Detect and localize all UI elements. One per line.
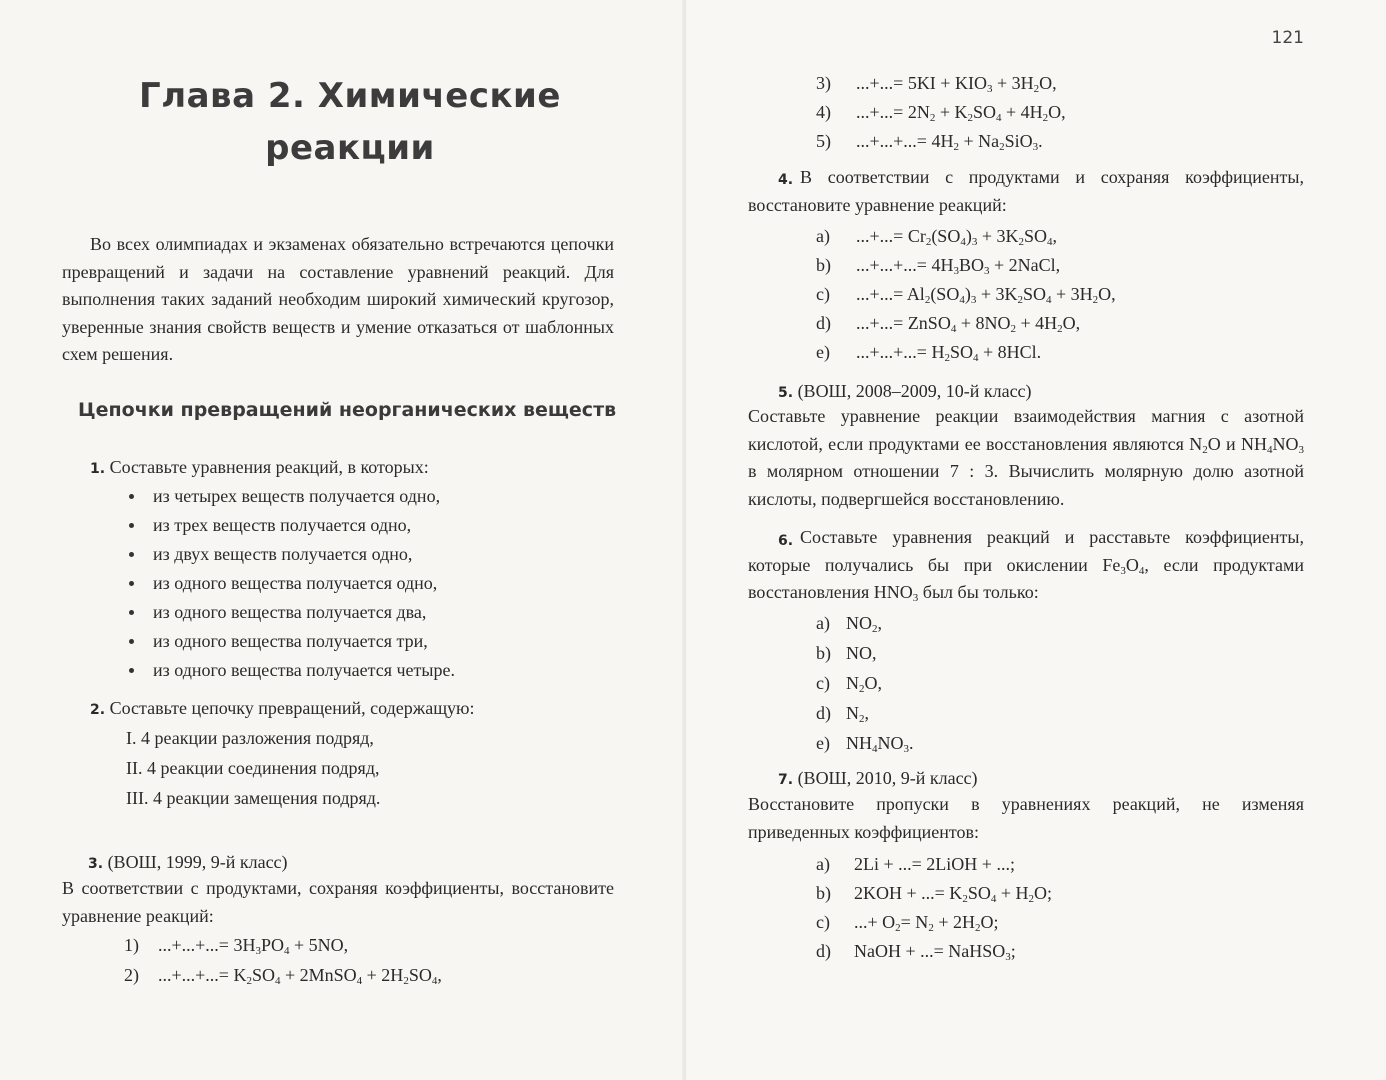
equation-item	[816, 732, 914, 754]
bullet-item: из трех веществ получается одно,	[153, 515, 412, 535]
equation-text: NO,	[846, 643, 877, 663]
bullet-icon	[129, 610, 134, 615]
bullet-icon	[129, 581, 134, 586]
equation-item	[816, 225, 1057, 247]
task-5-source: (ВОШ, 2008–2009, 10-й класс)	[797, 381, 1032, 401]
task-5-header	[778, 380, 1032, 404]
item-label: d)	[816, 313, 831, 333]
bullet-icon	[129, 552, 134, 557]
task-4-number: 4.	[778, 172, 794, 188]
page-number: 121	[1271, 28, 1304, 48]
chapter-title: Глава 2. Химические реакции	[139, 76, 561, 168]
equation-text: $N_2$,	[846, 703, 869, 725]
equation-text: ...+...+...= $4H_3BO_3$ + 2NaCl,	[856, 255, 1061, 277]
item-label: a)	[816, 613, 830, 633]
item-label: a)	[816, 226, 830, 246]
task-4-text: В соответствии с продуктами и сохраняя коэффициенты, восстановите уравнение реакций:	[748, 167, 1304, 215]
task-7-header	[778, 767, 978, 791]
task-1-number: 1.	[90, 461, 106, 477]
equation-text: 2KOH + ...= $K_2SO_4 + H_2O$;	[854, 883, 1052, 905]
equation-item	[816, 882, 1052, 904]
equation-item	[816, 283, 1116, 305]
equation-text: ...+...= $Cr_2(SO_4)_3 + 3K_2SO_4$,	[856, 226, 1057, 248]
task-3-number: 3.	[88, 856, 104, 872]
equation-text: NaOH + ...= NaHSO$_3$;	[854, 941, 1016, 963]
task-5-number: 5.	[778, 385, 794, 401]
equation-text: ...+ $O_2= N_2 + 2H_2O$;	[854, 912, 999, 934]
task-1-text: Составьте уравнения реакций, в которых:	[109, 457, 429, 477]
equation-item	[816, 853, 1015, 875]
equation-text: ...+...+...= $H_2SO_4 + 8HCl$.	[856, 342, 1042, 364]
equation-text: 2Li + ...= 2LiOH + ...;	[854, 854, 1015, 874]
equation-text: $NH_4NO_3$.	[846, 733, 914, 755]
item-label: 5)	[816, 131, 831, 151]
item-label: 1)	[124, 935, 139, 955]
item-label: 2)	[124, 965, 139, 985]
item-label: c)	[816, 284, 830, 304]
equation-item	[816, 911, 998, 933]
bullet-icon	[129, 668, 134, 673]
task-1	[90, 456, 429, 480]
roman-item: I. 4 реакции разложения подряд,	[126, 728, 374, 748]
equation-text: ...+...= $2N_2 + K_2SO_4 + 4H_2O$,	[856, 102, 1066, 124]
item-label: b)	[816, 255, 831, 275]
equation-text: ...+...+...= $K_2SO_4$ + 2MnSO$_4$ + $2H_2SO_4$,	[158, 965, 442, 987]
bullet-item: из одного вещества получается четыре.	[153, 660, 455, 680]
equation-text: ...+...= $Al_2(SO_4)_3 + 3K_2SO_4 + 3H_2O$,	[856, 284, 1116, 306]
task-6-text: Составьте уравнения реакций и расставьте коэффициенты, которые получались бы при окислении $Fe_3O_4$, если продуктами восстановления $HNO_3$ был бы только:	[748, 527, 1305, 604]
equation-item	[816, 642, 877, 664]
bullet-item: из одного вещества получается три,	[153, 631, 428, 651]
item-label: 3)	[816, 73, 831, 93]
equation-item	[816, 254, 1060, 276]
bullet-item: из одного вещества получается одно,	[153, 573, 438, 593]
equation-item	[816, 101, 1066, 123]
equation-item	[816, 130, 1043, 152]
equation-item	[124, 934, 348, 956]
bullet-item: из четырех веществ получается одно,	[153, 486, 441, 506]
item-label: e)	[816, 733, 830, 753]
equation-text: ...+...+...= $3H_3PO_4 + 5NO$,	[158, 935, 349, 957]
equation-item	[124, 964, 442, 986]
equation-item	[816, 940, 1016, 962]
equation-text: ...+...= $5KI + KIO_3 + 3H_2O$,	[856, 73, 1057, 95]
roman-item: III. 4 реакции замещения подряд.	[126, 788, 381, 808]
equation-text: ...+...+...= $4H_2 + Na_2SiO_3$.	[856, 131, 1043, 153]
equation-item	[816, 672, 882, 694]
item-label: d)	[816, 941, 831, 961]
equation-text: $N_2O$,	[846, 673, 882, 695]
equation-text: $NO_2$,	[846, 613, 882, 635]
task-3-source: (ВОШ, 1999, 9-й класс)	[107, 852, 288, 872]
section-title: Цепочки превращений неорганических веществ	[78, 399, 617, 421]
equation-text: ...+...= ZnSO$_4$ + $8NO_2 + 4H_2O$,	[856, 313, 1081, 335]
equation-item	[816, 312, 1080, 334]
task-7-text: Восстановите пропуски в уравнениях реакций, не изменяя приведенных коэффициентов:	[748, 794, 1304, 842]
equation-item	[816, 72, 1057, 94]
equation-item	[816, 341, 1041, 363]
bullet-icon	[129, 523, 134, 528]
item-label: e)	[816, 342, 830, 362]
item-label: a)	[816, 854, 830, 874]
bullet-item: из одного вещества получается два,	[153, 602, 427, 622]
roman-item: II. 4 реакции соединения подряд,	[126, 758, 380, 778]
left-page	[0, 0, 686, 1080]
right-page	[686, 0, 1386, 1080]
item-label: b)	[816, 883, 831, 903]
bullet-item: из двух веществ получается одно,	[153, 544, 413, 564]
equation-item	[816, 702, 869, 724]
bullet-icon	[129, 639, 134, 644]
item-label: b)	[816, 643, 831, 663]
bullet-icon	[129, 494, 134, 499]
item-label: d)	[816, 703, 831, 723]
intro-paragraph: Во всех олимпиадах и экзаменах обязательно встречаются цепочки превращений и задачи на составление уравнений реакций. Для выполнения таких заданий необходим широкий химический кругозор, уверенные знания свойств веществ и умение отказаться от шаблонных схем решения.	[62, 234, 614, 364]
task-3-header	[88, 851, 288, 875]
equation-item	[816, 612, 882, 634]
task-2-number: 2.	[90, 702, 106, 718]
item-label: c)	[816, 673, 830, 693]
task-5-text: Составьте уравнение реакции взаимодействия магния с азотной кислотой, если продуктами ее восстановления являются $N_2O$ и $NH_4NO_3$ в молярном отношении 7 : 3. Вычислить молярную долю азотной кислоты, подвергшейся восстановлению.	[748, 406, 1304, 509]
task-2	[90, 697, 475, 721]
task-3-text: В соответствии с продуктами, сохраняя коэффициенты, восстановите уравнение реакций:	[62, 878, 614, 926]
item-label: c)	[816, 912, 830, 932]
task-7-number: 7.	[778, 772, 794, 788]
task-2-text: Составьте цепочку превращений, содержащую:	[109, 698, 475, 718]
item-label: 4)	[816, 102, 831, 122]
task-7-source: (ВОШ, 2010, 9-й класс)	[797, 768, 978, 788]
task-6-number: 6.	[778, 533, 794, 549]
